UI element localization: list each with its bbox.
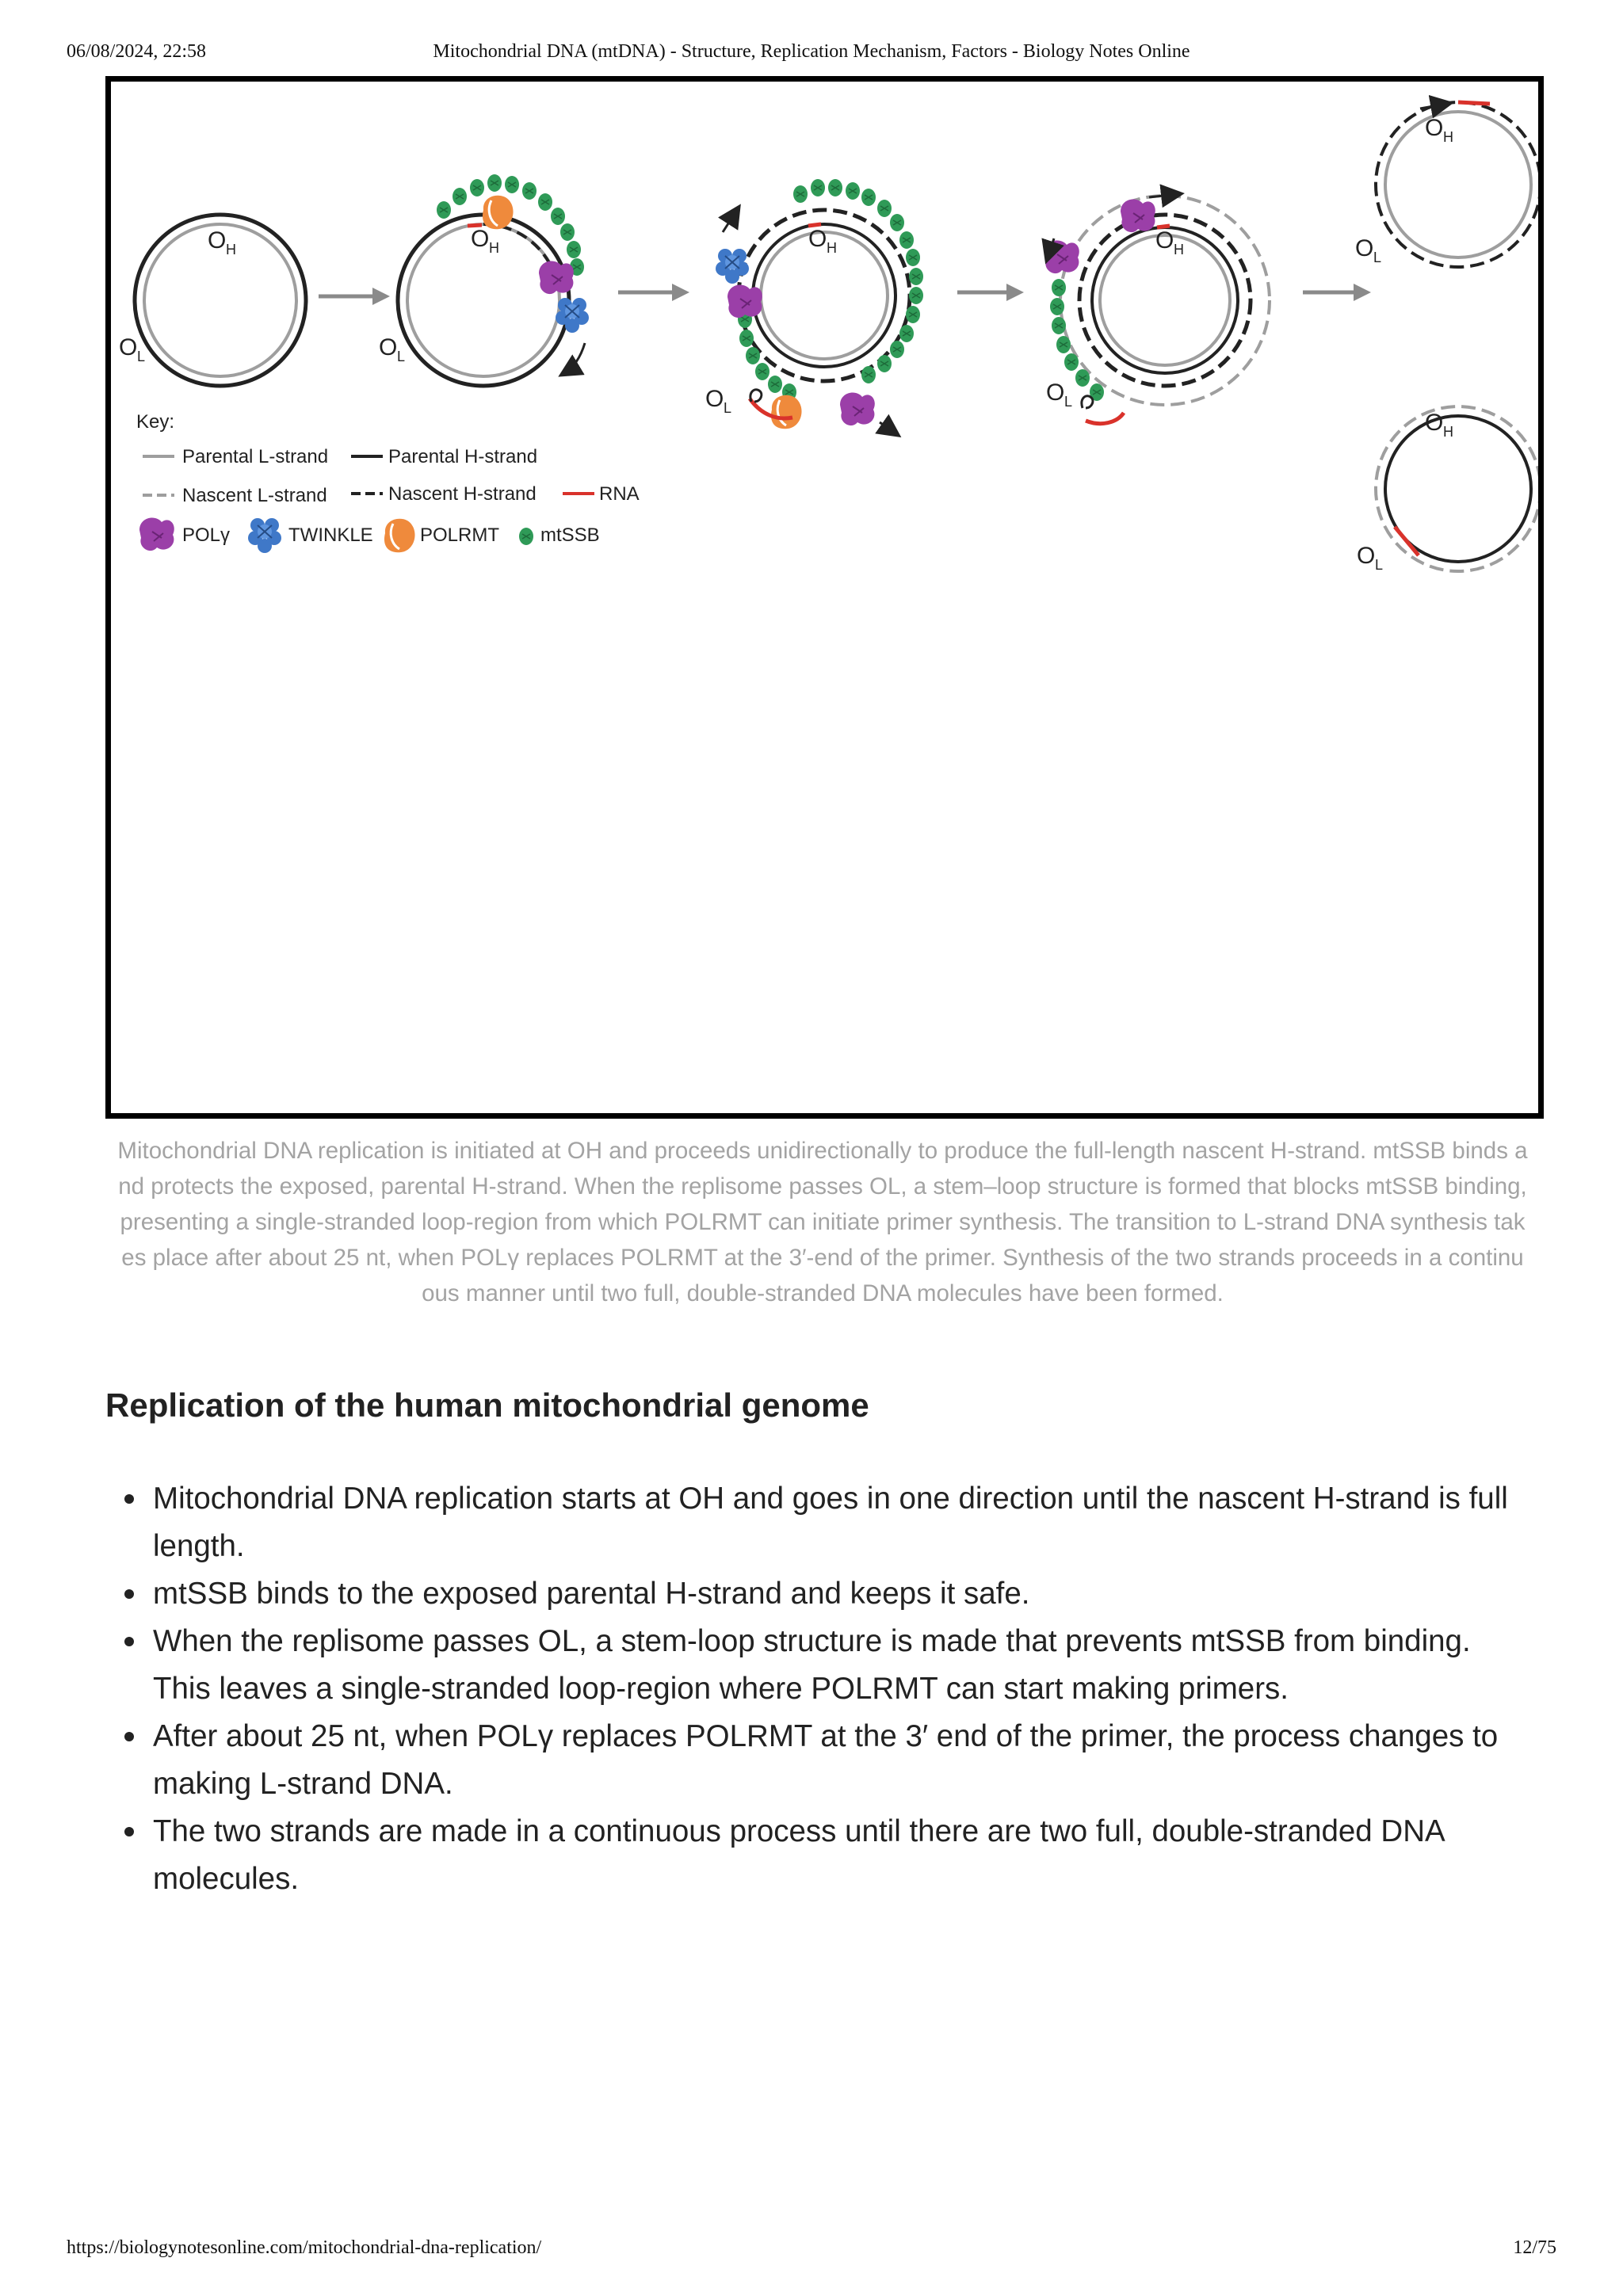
ol-label-5b-sub: L <box>1375 557 1384 573</box>
panel-4-l-strand-synthesis <box>1044 194 1270 424</box>
list-item: When the replisome passes OL, a stem-loop structure is made that prevents mtSSB from binding. This leaves a single-stranded loop-region where POLRMT can start making primers. <box>105 1618 1532 1713</box>
key-twinkle: TWINKLE <box>288 524 373 546</box>
oh-label-4-sub: H <box>1174 242 1184 257</box>
oh-label-5b-sub: H <box>1443 424 1453 440</box>
key-rna: RNA <box>599 483 640 505</box>
ol-label-5a: O <box>1355 235 1374 261</box>
twinkle-icon <box>248 518 281 553</box>
panel-5-daughter-molecules <box>1355 102 1538 573</box>
ol-label-4: O <box>1046 379 1065 406</box>
oh-label-4: O <box>1155 227 1174 254</box>
replication-diagram <box>111 82 1538 1113</box>
figure-caption: Mitochondrial DNA replication is initiated at OH and proceeds unidirectionally to produce the full-length nascent H-strand. mtSSB binds and protects the exposed, parental H-strand. When the replisome passes OL, a stem–loop structure is formed that blocks mtSSB binding, presenting a single-stranded loop-region from which POLRMT can initiate primer synthesis. The transition to L-strand DNA synthesis takes place after about 25 nt, when POLγ replaces POLRMT at the 3′-end of the primer. Synthesis of the two strands proceeds in a continuous manner until two full, double-stranded DNA molecules have been formed. <box>117 1138 1528 1306</box>
polg-icon <box>139 518 174 551</box>
oh-label-3-sub: H <box>827 240 837 256</box>
oh-label-5b: O <box>1425 410 1444 436</box>
ol-label-3: O <box>705 386 724 412</box>
section-heading: Replication of the human mitochondrial genome <box>105 1386 869 1424</box>
print-page-title: Mitochondrial DNA (mtDNA) - Structure, Replication Mechanism, Factors - Biology Notes Online <box>433 41 1190 62</box>
key-mtssb: mtSSB <box>540 524 600 546</box>
ol-label-2: O <box>379 334 398 360</box>
panel-3-ol-exposed <box>705 179 923 433</box>
oh-label-sub: H <box>226 242 236 257</box>
ol-label-4-sub: L <box>1064 394 1073 410</box>
key-title: Key: <box>136 411 175 433</box>
polrmt-icon <box>384 519 415 553</box>
ol-label-3-sub: L <box>724 400 732 416</box>
ol-label-sub: L <box>137 349 146 364</box>
list-item: After about 25 nt, when POLγ replaces POLRMT at the 3′ end of the primer, the process changes to making L-strand DNA. <box>105 1713 1532 1808</box>
ol-label-5b: O <box>1357 543 1376 569</box>
print-header <box>0 41 1623 68</box>
ol-label-5a-sub: L <box>1373 250 1382 265</box>
print-datetime: 06/08/2024, 22:58 <box>67 41 207 62</box>
oh-label-2-sub: H <box>489 240 499 256</box>
key-polrmt: POLRMT <box>420 524 500 546</box>
panel-1-initiation <box>119 215 306 386</box>
list-item: Mitochondrial DNA replication starts at OH and goes in one direction until the nascent H-strand is full length. <box>105 1475 1532 1570</box>
key-parental-h: Parental H-strand <box>388 446 538 467</box>
print-page-number: 12/75 <box>1513 2237 1556 2258</box>
print-footer <box>0 2237 1623 2264</box>
arrow-right-icon <box>672 284 689 301</box>
oh-label: O <box>208 227 227 254</box>
key-parental-l: Parental L-strand <box>182 446 329 467</box>
figure-key <box>136 411 640 553</box>
key-nascent-l: Nascent L-strand <box>182 485 327 506</box>
ol-label: O <box>119 334 138 360</box>
print-url: https://biologynotesonline.com/mitochondrial-dna-replication/ <box>67 2237 542 2258</box>
panel-2-h-strand-synthesis <box>379 174 589 386</box>
bullet-list <box>105 1475 1532 1903</box>
ssb-chain-panel-2 <box>437 174 584 276</box>
oh-label-5a-sub: H <box>1443 129 1453 145</box>
arrow-right-icon <box>1006 284 1024 301</box>
list-item: The two strands are made in a continuous process until there are two full, double-stranded DNA molecules. <box>105 1808 1532 1903</box>
oh-label-5a: O <box>1425 115 1444 141</box>
arrow-right-icon <box>372 288 390 305</box>
list-item: mtSSB binds to the exposed parental H-strand and keeps it safe. <box>105 1570 1532 1618</box>
key-nascent-h: Nascent H-strand <box>388 483 537 505</box>
ol-label-2-sub: L <box>397 349 406 364</box>
mtssb-icon <box>519 528 533 545</box>
replication-figure <box>105 76 1544 1119</box>
oh-label-2: O <box>471 226 490 252</box>
oh-label-3: O <box>808 226 827 252</box>
arrow-right-icon <box>1354 284 1371 301</box>
key-polg: POLγ <box>182 524 231 546</box>
